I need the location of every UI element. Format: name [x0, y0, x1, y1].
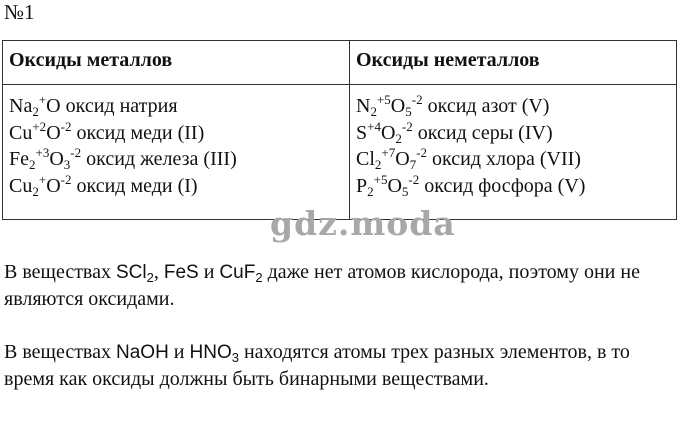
- formula-scl2: SCl$_2$: [116, 262, 154, 285]
- formula-naoh: NaOH: [116, 342, 169, 363]
- text: даже нет атомов кислорода, поэтому они не являются оксидами.: [4, 261, 640, 310]
- oxides-table: [2, 40, 677, 220]
- formula-fes: FeS: [163, 262, 199, 283]
- text: В веществах: [4, 261, 116, 283]
- header-nonmetal-oxides: Оксиды неметаллов: [350, 41, 677, 85]
- table-row: [3, 85, 677, 220]
- oxide-formula: $N_2^{+5}O_5^{-2}$ оксид азот (V): [356, 92, 550, 119]
- task-number: №1: [4, 0, 35, 24]
- header-metal-oxides: Оксиды металлов: [3, 41, 350, 85]
- formula-cuf2: CuF$_2$: [219, 262, 263, 285]
- paragraph-no-oxygen: В веществах SCl$_2$, FeS и CuF$_2$ даже нет атомов кислорода, поэтому они не являются оксидами.: [4, 261, 640, 310]
- paragraph-not-binary: В веществах NaOH и $HNO_3$ находятся атомы трех разных элементов, в то время как оксиды должны быть бинарными веществами.: [4, 341, 630, 390]
- oxide-formula: $Cl_2^{+7}O_7^{-2}$ оксид хлора (VII): [356, 145, 581, 172]
- oxide-formula: $P_2^{+5}O_5^{-2}$ оксид фосфора (V): [356, 171, 586, 199]
- nonmetal-oxides-cell: [350, 85, 677, 220]
- table-header-row: [3, 41, 677, 85]
- oxide-formula: $S^{+4}O_2^{-2}$ оксид серы (IV): [356, 118, 553, 146]
- oxide-formula: $Cu^{+2}O^{-2}$ оксид меди (II): [9, 118, 205, 144]
- oxide-formula: $Cu_2^+O^{-2}$ оксид меди (I): [9, 171, 198, 199]
- text: находятся атомы трех разных элементов, в то время как оксиды должны быть бинарными веществами.: [4, 341, 630, 390]
- text: В веществах: [4, 341, 116, 363]
- watermark: gdz.moda: [270, 204, 456, 243]
- oxide-formula: $Fe_2^{+3}O_3^{-2}$ оксид железа (III): [9, 145, 237, 172]
- oxide-formula: $Na_2^+O$ оксид натрия: [9, 92, 178, 119]
- metal-oxides-cell: [3, 85, 350, 220]
- formula-hno3: $HNO_3$: [189, 342, 239, 365]
